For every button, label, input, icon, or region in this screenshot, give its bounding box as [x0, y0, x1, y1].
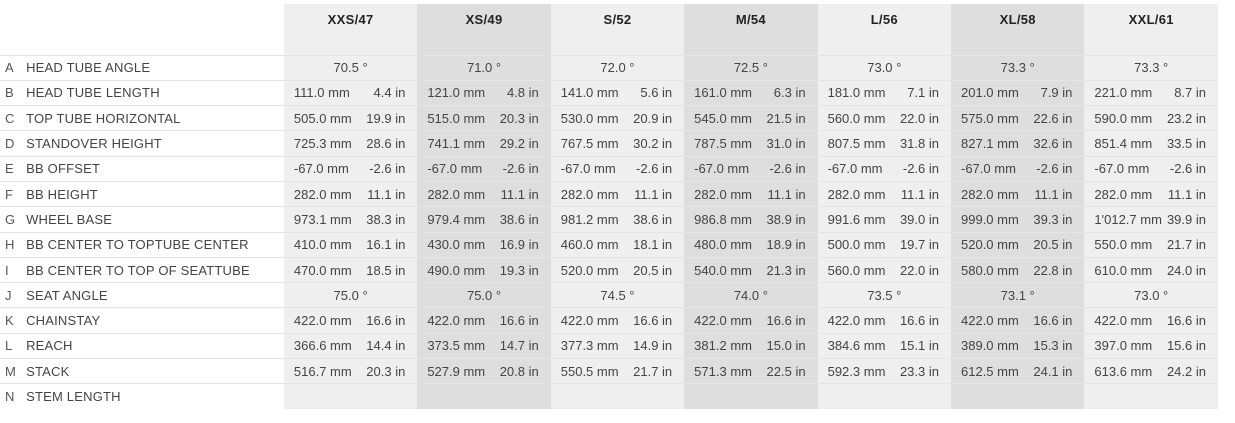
mm-value: 221.0 mm — [1084, 80, 1156, 105]
inch-value: -2.6 in — [1157, 156, 1218, 181]
angle-value: 73.5 ° — [818, 283, 951, 308]
mm-value: 141.0 mm — [551, 80, 623, 105]
inch-value: 30.2 in — [623, 131, 684, 156]
inch-value: 21.7 in — [623, 359, 684, 384]
size-header: XL/58 — [951, 4, 1084, 55]
geometry-row — [0, 131, 1218, 156]
mm-value: 384.6 mm — [818, 333, 890, 358]
row-letter: B — [0, 80, 26, 105]
inch-value: 24.1 in — [1023, 359, 1084, 384]
inch-value: 18.9 in — [756, 232, 817, 257]
row-letter: D — [0, 131, 26, 156]
inch-value: 19.9 in — [356, 106, 417, 131]
geometry-row — [0, 333, 1218, 358]
size-header: M/54 — [684, 4, 817, 55]
mm-value: 121.0 mm — [417, 80, 489, 105]
geometry-row — [0, 384, 1218, 409]
inch-value: 15.3 in — [1023, 333, 1084, 358]
mm-value: 520.0 mm — [551, 257, 623, 282]
mm-value: 767.5 mm — [551, 131, 623, 156]
row-letter: N — [0, 384, 26, 409]
mm-value: -67.0 mm — [818, 156, 890, 181]
size-header: XXL/61 — [1084, 4, 1218, 55]
mm-value: 560.0 mm — [818, 106, 890, 131]
inch-value: 31.0 in — [756, 131, 817, 156]
inch-value: 20.3 in — [490, 106, 551, 131]
mm-value: 991.6 mm — [818, 207, 890, 232]
row-label: STANDOVER HEIGHT — [26, 131, 284, 156]
inch-value: 15.1 in — [890, 333, 951, 358]
inch-value: 11.1 in — [490, 181, 551, 206]
geometry-row — [0, 257, 1218, 282]
inch-value: -2.6 in — [356, 156, 417, 181]
mm-value: 422.0 mm — [417, 308, 489, 333]
mm-value: 540.0 mm — [684, 257, 756, 282]
size-header: L/56 — [818, 4, 951, 55]
row-label: BB HEIGHT — [26, 181, 284, 206]
mm-value: 490.0 mm — [417, 257, 489, 282]
angle-value: 74.0 ° — [684, 283, 817, 308]
mm-value: 981.2 mm — [551, 207, 623, 232]
mm-value: 571.3 mm — [684, 359, 756, 384]
inch-value: 38.6 in — [623, 207, 684, 232]
mm-value: 560.0 mm — [818, 257, 890, 282]
row-label: BB CENTER TO TOP OF SEATTUBE — [26, 257, 284, 282]
inch-value: 22.0 in — [890, 257, 951, 282]
inch-value: 22.6 in — [1023, 106, 1084, 131]
mm-value: 161.0 mm — [684, 80, 756, 105]
inch-value: 38.9 in — [756, 207, 817, 232]
empty-value — [284, 384, 417, 409]
mm-value: 410.0 mm — [284, 232, 356, 257]
inch-value: 16.6 in — [1157, 308, 1218, 333]
angle-value: 72.5 ° — [684, 55, 817, 80]
mm-value: 973.1 mm — [284, 207, 356, 232]
geometry-row — [0, 359, 1218, 384]
mm-value: 999.0 mm — [951, 207, 1023, 232]
row-letter: C — [0, 106, 26, 131]
inch-value: 33.5 in — [1157, 131, 1218, 156]
mm-value: 613.6 mm — [1084, 359, 1156, 384]
inch-value: 7.9 in — [1023, 80, 1084, 105]
inch-value: 20.5 in — [623, 257, 684, 282]
angle-value: 73.1 ° — [951, 283, 1084, 308]
mm-value: 397.0 mm — [1084, 333, 1156, 358]
inch-value: 29.2 in — [490, 131, 551, 156]
inch-value: 11.1 in — [1023, 181, 1084, 206]
angle-value: 74.5 ° — [551, 283, 684, 308]
inch-value: 20.3 in — [356, 359, 417, 384]
mm-value: 282.0 mm — [1084, 181, 1156, 206]
mm-value: 181.0 mm — [818, 80, 890, 105]
angle-value: 71.0 ° — [417, 55, 550, 80]
angle-value: 73.3 ° — [1084, 55, 1218, 80]
mm-value: 550.5 mm — [551, 359, 623, 384]
mm-value: 282.0 mm — [417, 181, 489, 206]
mm-value: 515.0 mm — [417, 106, 489, 131]
mm-value: 527.9 mm — [417, 359, 489, 384]
empty-value — [551, 384, 684, 409]
mm-value: 430.0 mm — [417, 232, 489, 257]
angle-value: 75.0 ° — [284, 283, 417, 308]
row-label: HEAD TUBE ANGLE — [26, 55, 284, 80]
inch-value: 16.1 in — [356, 232, 417, 257]
inch-value: 22.0 in — [890, 106, 951, 131]
empty-value — [818, 384, 951, 409]
mm-value: -67.0 mm — [951, 156, 1023, 181]
empty-value — [684, 384, 817, 409]
row-label: STEM LENGTH — [26, 384, 284, 409]
mm-value: 1'012.7 mm — [1084, 207, 1156, 232]
angle-value: 73.3 ° — [951, 55, 1084, 80]
inch-value: 16.6 in — [356, 308, 417, 333]
inch-value: 11.1 in — [623, 181, 684, 206]
mm-value: -67.0 mm — [1084, 156, 1156, 181]
mm-value: 500.0 mm — [818, 232, 890, 257]
mm-value: 979.4 mm — [417, 207, 489, 232]
inch-value: 22.8 in — [1023, 257, 1084, 282]
size-header-row — [0, 4, 1218, 55]
row-letter: G — [0, 207, 26, 232]
row-label: WHEEL BASE — [26, 207, 284, 232]
mm-value: 111.0 mm — [284, 80, 356, 105]
inch-value: 32.6 in — [1023, 131, 1084, 156]
mm-value: 580.0 mm — [951, 257, 1023, 282]
inch-value: 39.3 in — [1023, 207, 1084, 232]
inch-value: 16.6 in — [890, 308, 951, 333]
inch-value: 11.1 in — [756, 181, 817, 206]
mm-value: 366.6 mm — [284, 333, 356, 358]
mm-value: 460.0 mm — [551, 232, 623, 257]
angle-value: 72.0 ° — [551, 55, 684, 80]
row-label: BB OFFSET — [26, 156, 284, 181]
mm-value: 422.0 mm — [684, 308, 756, 333]
inch-value: 14.7 in — [490, 333, 551, 358]
empty-value — [1084, 384, 1218, 409]
mm-value: 612.5 mm — [951, 359, 1023, 384]
row-letter: A — [0, 55, 26, 80]
mm-value: 575.0 mm — [951, 106, 1023, 131]
angle-value: 75.0 ° — [417, 283, 550, 308]
inch-value: 16.6 in — [1023, 308, 1084, 333]
mm-value: 520.0 mm — [951, 232, 1023, 257]
geometry-row — [0, 80, 1218, 105]
mm-value: 373.5 mm — [417, 333, 489, 358]
geometry-row — [0, 207, 1218, 232]
inch-value: 20.5 in — [1023, 232, 1084, 257]
inch-value: 24.2 in — [1157, 359, 1218, 384]
inch-value: 5.6 in — [623, 80, 684, 105]
row-label: REACH — [26, 333, 284, 358]
inch-value: 20.8 in — [490, 359, 551, 384]
inch-value: 11.1 in — [890, 181, 951, 206]
inch-value: 8.7 in — [1157, 80, 1218, 105]
inch-value: -2.6 in — [623, 156, 684, 181]
mm-value: 422.0 mm — [1084, 308, 1156, 333]
empty-value — [417, 384, 550, 409]
mm-value: 592.3 mm — [818, 359, 890, 384]
inch-value: 14.9 in — [623, 333, 684, 358]
empty-value — [951, 384, 1084, 409]
inch-value: 16.9 in — [490, 232, 551, 257]
row-letter: H — [0, 232, 26, 257]
mm-value: 282.0 mm — [284, 181, 356, 206]
mm-value: 282.0 mm — [684, 181, 756, 206]
row-letter: I — [0, 257, 26, 282]
mm-value: 422.0 mm — [551, 308, 623, 333]
row-label: TOP TUBE HORIZONTAL — [26, 106, 284, 131]
inch-value: 23.3 in — [890, 359, 951, 384]
mm-value: 505.0 mm — [284, 106, 356, 131]
row-letter: K — [0, 308, 26, 333]
size-header: XS/49 — [417, 4, 550, 55]
mm-value: -67.0 mm — [551, 156, 623, 181]
mm-value: 422.0 mm — [951, 308, 1023, 333]
inch-value: 16.6 in — [490, 308, 551, 333]
row-letter: L — [0, 333, 26, 358]
row-label: BB CENTER TO TOPTUBE CENTER — [26, 232, 284, 257]
mm-value: 470.0 mm — [284, 257, 356, 282]
inch-value: 4.4 in — [356, 80, 417, 105]
inch-value: -2.6 in — [1023, 156, 1084, 181]
inch-value: 28.6 in — [356, 131, 417, 156]
angle-value: 70.5 ° — [284, 55, 417, 80]
inch-value: 14.4 in — [356, 333, 417, 358]
geometry-row — [0, 55, 1218, 80]
mm-value: -67.0 mm — [284, 156, 356, 181]
inch-value: 18.1 in — [623, 232, 684, 257]
mm-value: 422.0 mm — [818, 308, 890, 333]
inch-value: 19.7 in — [890, 232, 951, 257]
row-letter: E — [0, 156, 26, 181]
geometry-row — [0, 283, 1218, 308]
inch-value: 21.5 in — [756, 106, 817, 131]
inch-value: 23.2 in — [1157, 106, 1218, 131]
size-header: XXS/47 — [284, 4, 417, 55]
mm-value: 282.0 mm — [951, 181, 1023, 206]
inch-value: 18.5 in — [356, 257, 417, 282]
inch-value: 21.3 in — [756, 257, 817, 282]
header-spacer — [0, 4, 284, 55]
mm-value: 787.5 mm — [684, 131, 756, 156]
inch-value: 21.7 in — [1157, 232, 1218, 257]
inch-value: 39.9 in — [1157, 207, 1218, 232]
row-letter: F — [0, 181, 26, 206]
inch-value: 11.1 in — [356, 181, 417, 206]
geometry-row — [0, 181, 1218, 206]
inch-value: 15.6 in — [1157, 333, 1218, 358]
inch-value: 38.3 in — [356, 207, 417, 232]
geometry-rows — [0, 55, 1218, 409]
inch-value: 38.6 in — [490, 207, 551, 232]
mm-value: 377.3 mm — [551, 333, 623, 358]
row-letter: J — [0, 283, 26, 308]
mm-value: 741.1 mm — [417, 131, 489, 156]
mm-value: 480.0 mm — [684, 232, 756, 257]
geometry-row — [0, 106, 1218, 131]
inch-value: -2.6 in — [890, 156, 951, 181]
inch-value: 7.1 in — [890, 80, 951, 105]
geometry-table — [0, 4, 1218, 409]
inch-value: 4.8 in — [490, 80, 551, 105]
mm-value: 282.0 mm — [551, 181, 623, 206]
mm-value: 610.0 mm — [1084, 257, 1156, 282]
row-label: STACK — [26, 359, 284, 384]
mm-value: 827.1 mm — [951, 131, 1023, 156]
inch-value: 22.5 in — [756, 359, 817, 384]
inch-value: 16.6 in — [623, 308, 684, 333]
mm-value: 545.0 mm — [684, 106, 756, 131]
mm-value: 389.0 mm — [951, 333, 1023, 358]
size-header: S/52 — [551, 4, 684, 55]
mm-value: 282.0 mm — [818, 181, 890, 206]
mm-value: 590.0 mm — [1084, 106, 1156, 131]
geometry-row — [0, 232, 1218, 257]
mm-value: 516.7 mm — [284, 359, 356, 384]
geometry-row — [0, 308, 1218, 333]
inch-value: 6.3 in — [756, 80, 817, 105]
angle-value: 73.0 ° — [1084, 283, 1218, 308]
inch-value: 20.9 in — [623, 106, 684, 131]
row-label: CHAINSTAY — [26, 308, 284, 333]
mm-value: 201.0 mm — [951, 80, 1023, 105]
mm-value: -67.0 mm — [684, 156, 756, 181]
row-label: SEAT ANGLE — [26, 283, 284, 308]
inch-value: 39.0 in — [890, 207, 951, 232]
mm-value: 807.5 mm — [818, 131, 890, 156]
inch-value: -2.6 in — [756, 156, 817, 181]
mm-value: -67.0 mm — [417, 156, 489, 181]
mm-value: 725.3 mm — [284, 131, 356, 156]
inch-value: 16.6 in — [756, 308, 817, 333]
inch-value: -2.6 in — [490, 156, 551, 181]
inch-value: 19.3 in — [490, 257, 551, 282]
inch-value: 31.8 in — [890, 131, 951, 156]
inch-value: 15.0 in — [756, 333, 817, 358]
mm-value: 422.0 mm — [284, 308, 356, 333]
angle-value: 73.0 ° — [818, 55, 951, 80]
mm-value: 986.8 mm — [684, 207, 756, 232]
mm-value: 530.0 mm — [551, 106, 623, 131]
inch-value: 11.1 in — [1157, 181, 1218, 206]
mm-value: 381.2 mm — [684, 333, 756, 358]
geometry-row — [0, 156, 1218, 181]
row-letter: M — [0, 359, 26, 384]
row-label: HEAD TUBE LENGTH — [26, 80, 284, 105]
mm-value: 550.0 mm — [1084, 232, 1156, 257]
mm-value: 851.4 mm — [1084, 131, 1156, 156]
inch-value: 24.0 in — [1157, 257, 1218, 282]
